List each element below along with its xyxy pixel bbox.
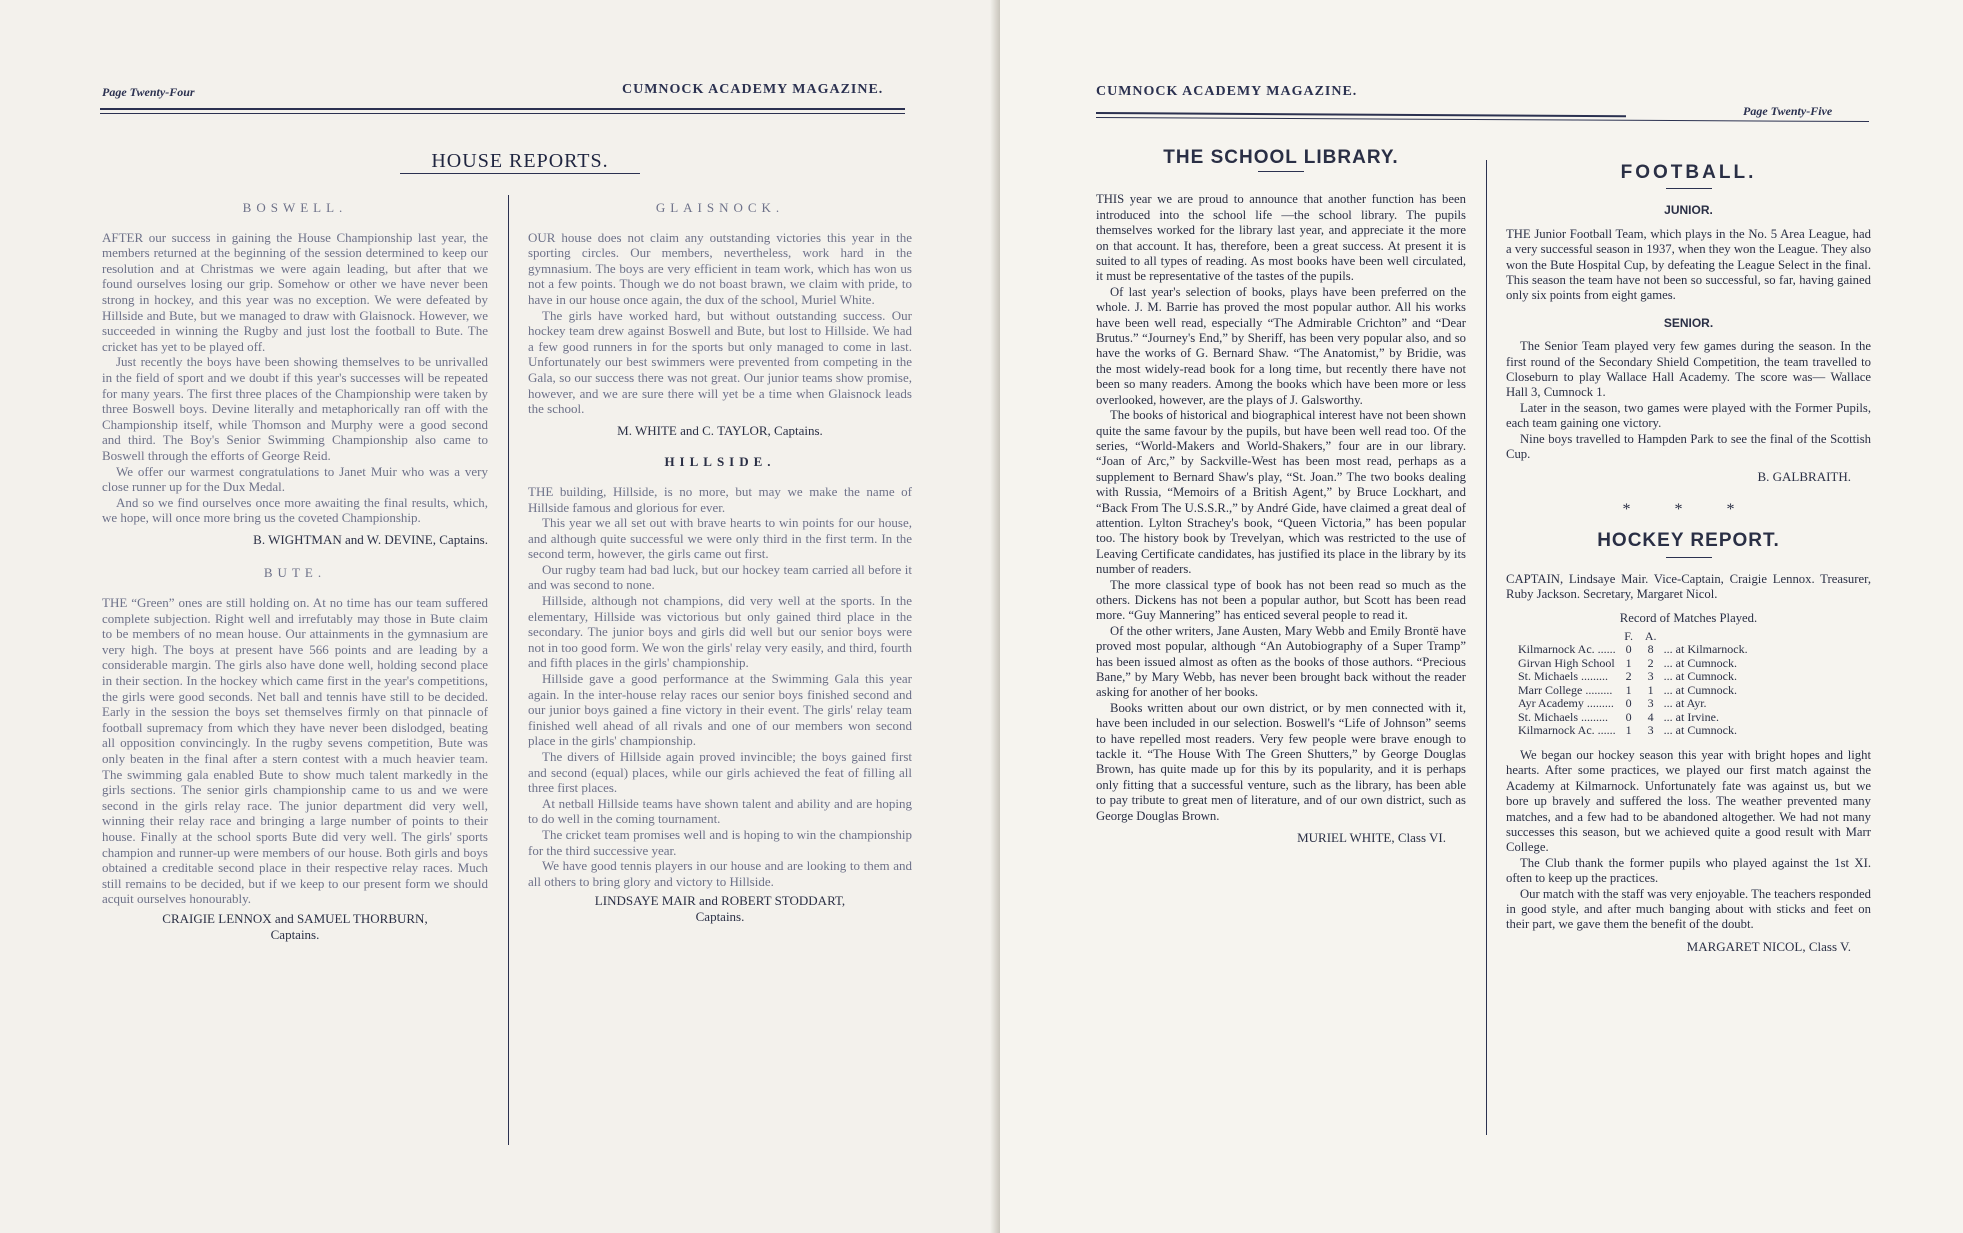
venue-header-cell [1664, 630, 1752, 644]
left-magazine-title: CUMNOCK ACADEMY MAGAZINE. [622, 82, 884, 97]
boswell-heading: BOSWELL. [242, 200, 348, 215]
for-cell: 0 [1625, 709, 1632, 724]
team-cell: Kilmarnock Ac. ...... [1518, 642, 1616, 657]
team-cell: St. Michaels ......... [1518, 709, 1608, 724]
for-cell: 0 [1625, 642, 1632, 657]
senior-heading: SENIOR. [1663, 315, 1714, 330]
team-cell: Ayr Academy ......... [1518, 696, 1614, 711]
hockey-paragraph: The Club thank the former pupils who played against the 1st XI. often to keep up the practices. [1506, 855, 1871, 886]
library-title-rule [1258, 171, 1304, 172]
against-header-cell: A. [1644, 628, 1657, 643]
venue-cell: ... at Cumnock. [1663, 723, 1737, 738]
for-cell: 1 [1625, 655, 1632, 670]
hillside-paragraph: The divers of Hillside again proved invincible; the boys gained first and second (equal) places, while our girls achieved the feat of filling all three first places. [528, 749, 912, 796]
hockey-title-rule [1666, 557, 1712, 558]
hillside-paragraph: We have good tennis players in our house and are looking to them and all others to bring glory and victory to Hillside. [528, 858, 912, 889]
boswell-signature: B. WIGHTMAN and W. DEVINE, Captains. [253, 531, 488, 547]
football-title: FOOTBALL. [1620, 162, 1757, 183]
team-header-cell [1518, 630, 1620, 644]
for-cell: 2 [1625, 669, 1632, 684]
bute-signature-role: Captains. [270, 926, 320, 942]
against-cell: 3 [1647, 669, 1654, 684]
right-page [1000, 0, 1963, 1233]
library-paragraph: The books of historical and biographical interest have not been shown quite the same favour by the pupils, but have been well read too. Of the series, “World-Makers and World-Shakers,” four are in our library. “Joan of Arc,” by Sackville-West has been most read, perhaps as a supplement to Bernard Shaw's play, “St. Joan.” The two books dealing with Russia, “Memoirs of a British Agent,” by Bruce Lockhart, and “Back From The U.S.S.R.,” by André Gide, have claimed a great deal of attention. Lylton Strachey's book, “Queen Victoria,” has been popular too. The history book by Trevelyan, which was restricted to the use of Leaving Certificate candidates, has justified its place in the library by its number of readers. [1096, 408, 1466, 577]
hockey-officers: CAPTAIN, Lindsaye Mair. Vice-Captain, Craigie Lennox. Treasurer, Ruby Jackson. Secretary, Margaret Nicol. [1506, 571, 1871, 602]
matches-table [1518, 630, 1752, 738]
team-cell: Marr College ......... [1518, 682, 1613, 697]
team-cell: Kilmarnock Ac. ...... [1518, 723, 1616, 738]
library-paragraph: THIS year we are proud to announce that another function has been introduced into the school life —the school library. The pupils themselves worked for the library last year, and appreciate it the more on that account. It has, therefore, been a great success. At present it is suited to all types of reading. As most books have been well circulated, it must be representative of the tastes of the pupils. [1096, 192, 1466, 284]
football-title-rule [1666, 188, 1712, 189]
hillside-signature-role: Captains. [695, 908, 745, 924]
hillside-heading: HILLSIDE. [664, 454, 776, 470]
left-page-number: Page Twenty-Four [102, 85, 195, 99]
team-cell: Girvan High School [1518, 655, 1615, 670]
hillside-paragraph: Hillside, although not champions, did very well at the sports. In the elementary, Hillside was victorious but only gained third place in the secondary. The junior boys and girls did well but our senior boys were not in too good form. We won the girls' relay very easily, and third, fourth and fifth places in the girls' championship. [528, 593, 912, 671]
bute-heading: BUTE. [263, 565, 327, 581]
boswell-paragraph: We offer our warmest congratulations to Janet Muir who was a very close runner up for the Dux Medal. [102, 463, 488, 495]
library-paragraph: Of the other writers, Jane Austen, Mary Webb and Emily Brontë have proved most popular, although “An Autobiography of a Super Tramp” has been issued almost as often as the books of those authors. “Precious Bane,” by Mary Webb, has never been brought back without the reader asking for another of her books. [1096, 623, 1466, 700]
library-signature: MURIEL WHITE, Class VI. [1297, 830, 1446, 846]
right-column-divider [1486, 160, 1487, 1135]
hockey-title: HOCKEY REPORT. [1597, 530, 1780, 552]
library-paragraph: Books written about our own district, or by men connected with it, have been included in our selection. Boswell's “Life of Johnson” seems to have repelled most readers. Very few people were brave enough to tackle it. “The House With The Green Shutters,” by George Douglas Brown, has quite made up for this by its popularity, and it is perhaps only fitting that a successful venture, such as the library, has been able to pay tribute to great men of literature, and of our own district, such as George Douglas Brown. [1096, 700, 1466, 823]
sports-column [1506, 162, 1871, 954]
against-cell: 1 [1647, 682, 1654, 697]
boswell-paragraph: And so we find ourselves once more awaiting the final results, which, we hope, will once more bring us the coveted Championship. [102, 494, 488, 526]
table-row [1518, 724, 1752, 738]
left-header-rule [100, 108, 905, 110]
left-header-rule-thin [100, 113, 905, 114]
table-row [1518, 643, 1752, 657]
library-paragraph: The more classical type of book has not been read so much as the others. Dickens has not been a popular author, but Scott has been read more. “Guy Mannering” has enticed several people to read it. [1096, 577, 1466, 623]
venue-cell: ... at Irvine. [1663, 709, 1719, 724]
matches-header-row [1518, 630, 1752, 644]
against-cell: 3 [1647, 723, 1654, 738]
table-row [1518, 697, 1752, 711]
junior-paragraph: THE Junior Football Team, which plays in the No. 5 Area League, had a very successful season in 1937, when they won the League. They also won the Bute Hospital Cup, by defeating the League Select in the final. This season the team have not been so successful, so far, having gained only six points from eight games. [1506, 226, 1871, 303]
boswell-paragraph: AFTER our success in gaining the House Championship last year, the members returned at the beginning of the session determined to keep our resolution and at Christmas we were again leading, but after that we found ourselves losing our grip. Somehow or other we have never been strong in hockey, and this year was no exception. We were defeated by Hillside and Bute, but we managed to draw with Glaisnock. However, we succeeded in winning the Rugby and just lost the football to Bute. The cricket has yet to be played off. [102, 229, 488, 354]
record-title: Record of Matches Played. [1619, 610, 1758, 625]
against-cell: 4 [1647, 709, 1654, 724]
right-magazine-title: CUMNOCK ACADEMY MAGAZINE. [1096, 84, 1358, 99]
bute-signature: CRAIGIE LENNOX and SAMUEL THORBURN, [162, 910, 428, 926]
glaisnock-heading: GLAISNOCK. [655, 200, 785, 215]
against-cell: 8 [1647, 642, 1654, 657]
table-row [1518, 711, 1752, 725]
boswell-bute-column [102, 200, 488, 942]
library-column [1096, 147, 1466, 846]
hockey-signature: MARGARET NICOL, Class V. [1686, 938, 1851, 954]
table-row [1518, 670, 1752, 684]
against-cell: 3 [1647, 696, 1654, 711]
hillside-paragraph: This year we all set out with brave hearts to win points for our house, and although quite successful we were only third in the first term. In the second term, however, the girls came out first. [528, 515, 912, 562]
venue-cell: ... at Ayr. [1663, 696, 1707, 711]
boswell-paragraph: Just recently the boys have been showing themselves to be unrivalled in the field of sport and we doubt if this year's successes will be repeated for many years. The first three places of the Championship were taken by three Boswell boys. Devine literally and metaphorically ran off with the Championship itself, while Thomson and Murphy were a good second and third. The Boy's Senior Swimming Championship also came to Boswell through the efforts of George Reid. [102, 354, 488, 463]
table-row [1518, 684, 1752, 698]
against-cell: 2 [1647, 655, 1654, 670]
glaisnock-signature: M. WHITE and C. TAYLOR, Captains. [617, 422, 823, 438]
table-row [1518, 657, 1752, 671]
for-cell: 1 [1625, 682, 1632, 697]
glaisnock-hillside-column [528, 200, 912, 925]
for-cell: 0 [1625, 696, 1632, 711]
hillside-signature: LINDSAYE MAIR and ROBERT STODDART, [594, 893, 846, 909]
senior-paragraph: Nine boys travelled to Hampden Park to see the final of the Scottish Cup. [1506, 431, 1871, 462]
hockey-paragraph: Our match with the staff was very enjoyable. The teachers responded in good style, and after much banging about with sticks and feet on their part, we gave them the benefit of the doubt. [1506, 886, 1871, 932]
section-separator-stars: * * * [1622, 500, 1755, 518]
hillside-paragraph: At netball Hillside teams have shown talent and ability and are hoping to do well in the coming tournament. [528, 795, 912, 827]
bute-paragraph: THE “Green” ones are still holding on. At no time has our team suffered complete subjection. Right well and irrefutably may those in Bute claim to be members of no mean house. Our attainments in the gymnasium are very high. The boys at present have 566 points and are leading by a considerable margin. The girls also have done well, holding second place in their section. In the hockey which came first in the year's competitions, the girls were good seconds. Net ball and tennis have still to be decided. Early in the session the boys set themselves firmly on that pinnacle of football supremacy from which they have never been dislodged, beating all opposition convincingly. In the rugby sevens competition, Bute was only beaten in the final after a stern contest with a much heavier team. The swimming gala enabled Bute to show much talent markedly in the girls sections. The senior girls championship came to us and we were second in the girls relay race. The junior department did very well, winning their relay race and bringing a large number of points to their house. Finally at the school sports Bute did very well. The girls' sports champion and runner-up were members of our house. Both girls and boys obtained a creditable second place in their respective relay races. Much still remains to be decided, but if we keep to our present form we should acquit ourselves honourably. [102, 595, 488, 907]
senior-paragraph: The Senior Team played very few games during the season. In the first round of the Secondary Shield Competition, the team travelled to Closeburn to play Wallace Hall Academy. The score was— Wallace Hall 3, Cumnock 1. [1506, 339, 1871, 400]
right-page-number: Page Twenty-Five [1743, 104, 1833, 118]
glaisnock-paragraph: The girls have worked hard, but without outstanding success. Our hockey team drew against Boswell and Bute, but lost to Hillside. We had a few good runners in for the sports but only managed to come in last. Unfortunately our best swimmers were prevented from competing in the Gala, so our success there was not great. Our junior teams show promise, however, and we are sure there will yet be a time when Glaisnock leads the school. [528, 307, 912, 417]
for-cell: 1 [1625, 723, 1632, 738]
library-paragraph: Of last year's selection of books, plays have been preferred on the whole. J. M. Barrie has proved the most popular author. All his works have been well read, especially “The Admirable Crichton” and “Dear Brutus.” “Journey's End,” by Sheriff, has been very popular also, and so have the works of G. Bernard Shaw. “The Anatomist,” by Bridie, was the most widely-read book for a long time, but recently there have not been so many readers. Among the books which have been more or less overlooked, however, are the plays of J. Galsworthy. [1096, 284, 1466, 407]
junior-heading: JUNIOR. [1664, 203, 1713, 218]
football-signature: B. GALBRAITH. [1757, 468, 1851, 484]
venue-cell: ... at Kilmarnock. [1663, 642, 1748, 657]
venue-cell: ... at Cumnock. [1663, 655, 1737, 670]
left-column-divider [508, 195, 509, 1145]
venue-cell: ... at Cumnock. [1663, 682, 1737, 697]
hillside-paragraph: Hillside gave a good performance at the Swimming Gala this year again. In the inter-house relay races our senior boys finished second and our junior boys gained a fine victory in their event. The girls' relay team finished well ahead of all rivals and one of our members won second place in the girls' championship. [528, 671, 912, 749]
hillside-paragraph: Our rugby team had bad luck, but our hockey team carried all before it and was second to none. [528, 561, 912, 593]
for-header-cell: F. [1624, 628, 1634, 643]
hockey-paragraph: We began our hockey season this year with bright hopes and light hearts. After some practices, we played our first match against the Academy at Kilmarnock. Unfortunately fate was against us, but we bore up bravely and suffered the loss. The weather prevented many matches, and a few had to be abandoned altogether. We had not many successes this season, but we achieved quite a good result with Marr College. [1506, 747, 1871, 855]
hillside-paragraph: The cricket team promises well and is hoping to win the championship for the third successive year. [528, 826, 912, 858]
venue-cell: ... at Cumnock. [1663, 669, 1737, 684]
team-cell: St. Michaels ......... [1518, 669, 1608, 684]
senior-paragraph: Later in the season, two games were played with the Former Pupils, each team gaining one victory. [1506, 400, 1871, 431]
library-title: THE SCHOOL LIBRARY. [1163, 147, 1399, 168]
hillside-paragraph: THE building, Hillside, is no more, but may we make the name of Hillside famous and glorious for ever. [528, 483, 912, 515]
glaisnock-paragraph: OUR house does not claim any outstanding victories this year in the sporting circles. Our members, nevertheless, work hard in the gymnasium. The boys are very efficient in team work, which has won us not a few points. Though we do not boast brawn, we claim with pride, to have in our house once again, the dux of the school, Muriel White. [528, 229, 912, 307]
house-reports-title: HOUSE REPORTS. [400, 150, 640, 174]
